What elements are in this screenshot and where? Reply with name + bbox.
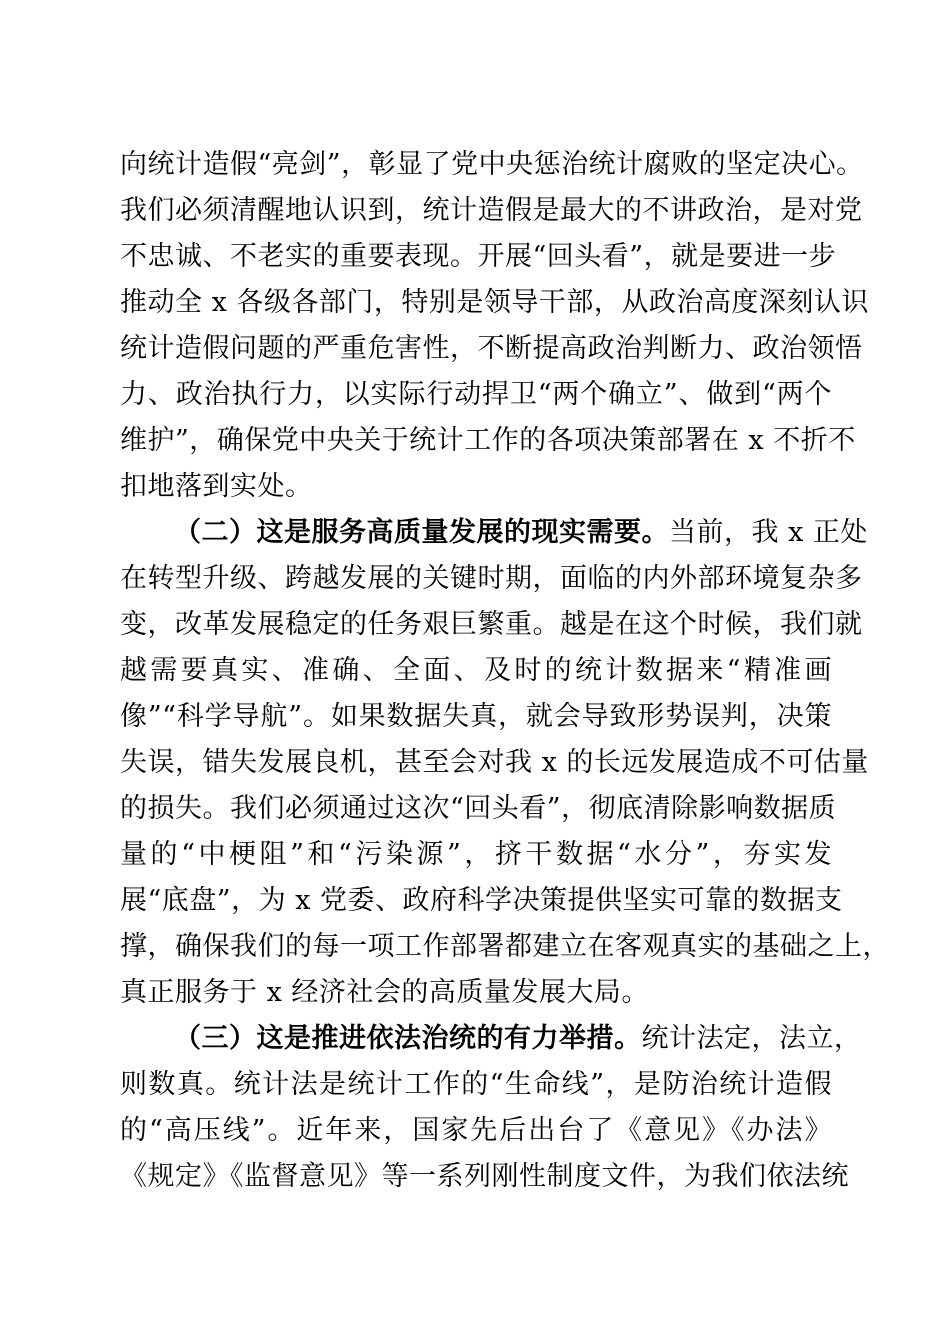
text-line: 统计造假问题的严重危害性，不断提高政治判断力、政治领悟 bbox=[120, 333, 863, 364]
text-line: 真正服务于 x 经济社会的高质量发展大局。 bbox=[120, 977, 649, 1008]
section-heading-2: （二）这是服务高质量发展的现实需要。 bbox=[174, 517, 669, 548]
text-line: 推动全 x 各级各部门，特别是领导干部，从政治高度深刻认识 bbox=[120, 287, 869, 318]
text-line: 像”“科学导航”。如果数据失真，就会导致形势误判，决策 bbox=[120, 701, 832, 732]
text-line: 扣地落到实处。 bbox=[120, 471, 313, 502]
text-line: 在转型升级、跨越发展的关键时期，面临的内外部环境复杂多 bbox=[120, 563, 863, 594]
section-text-3: 统计法定，法立， bbox=[641, 1023, 862, 1054]
text-line: 失误，错失发展良机，甚至会对我 x 的长远发展造成不可估量 bbox=[120, 747, 869, 778]
text-line: 变，改革发展稳定的任务艰巨繁重。越是在这个时候，我们就 bbox=[120, 609, 863, 640]
text-line: 越需要真实、准确、全面、及时的统计数据来“精准画 bbox=[120, 655, 832, 686]
paragraph-2-first-line bbox=[174, 513, 868, 553]
text-line: 展“底盘”，为 x 党委、政府科学决策提供坚实可靠的数据支 bbox=[120, 885, 843, 916]
text-line: 力、政治执行力，以实际行动捍卫“两个确立”、做到“两个 bbox=[120, 379, 832, 410]
paragraph-3-first-line bbox=[174, 1019, 862, 1059]
text-line: 量的“中梗阻”和“污染源”，挤干数据“水分”，夯实发 bbox=[120, 839, 832, 870]
text-line: 《规定》《监督意见》等一系列刚性制度文件，为我们依法统 bbox=[120, 1161, 849, 1192]
text-line: 撑，确保我们的每一项工作部署都建立在客观真实的基础之上， bbox=[120, 931, 890, 962]
text-line: 我们必须清醒地认识到，统计造假是最大的不讲政治，是对党 bbox=[120, 195, 863, 226]
section-heading-3: （三）这是推进依法治统的有力举措。 bbox=[174, 1023, 642, 1054]
text-line: 的“高压线”。近年来，国家先后出台了《意见》《办法》 bbox=[120, 1115, 832, 1146]
text-line: 向统计造假“亮剑”，彰显了党中央惩治统计腐败的坚定决心。 bbox=[120, 149, 864, 180]
text-line: 的损失。我们必须通过这次“回头看”，彻底清除影响数据质 bbox=[120, 793, 837, 824]
text-line: 不忠诚、不老实的重要表现。开展“回头看”，就是要进一步 bbox=[120, 241, 837, 272]
text-line: 则数真。统计法是统计工作的“生命线”，是防治统计造假 bbox=[120, 1069, 832, 1100]
text-line: 维护”，确保党中央关于统计工作的各项决策部署在 x 不折不 bbox=[120, 425, 856, 456]
section-text-2: 当前，我 x 正处 bbox=[669, 517, 868, 548]
